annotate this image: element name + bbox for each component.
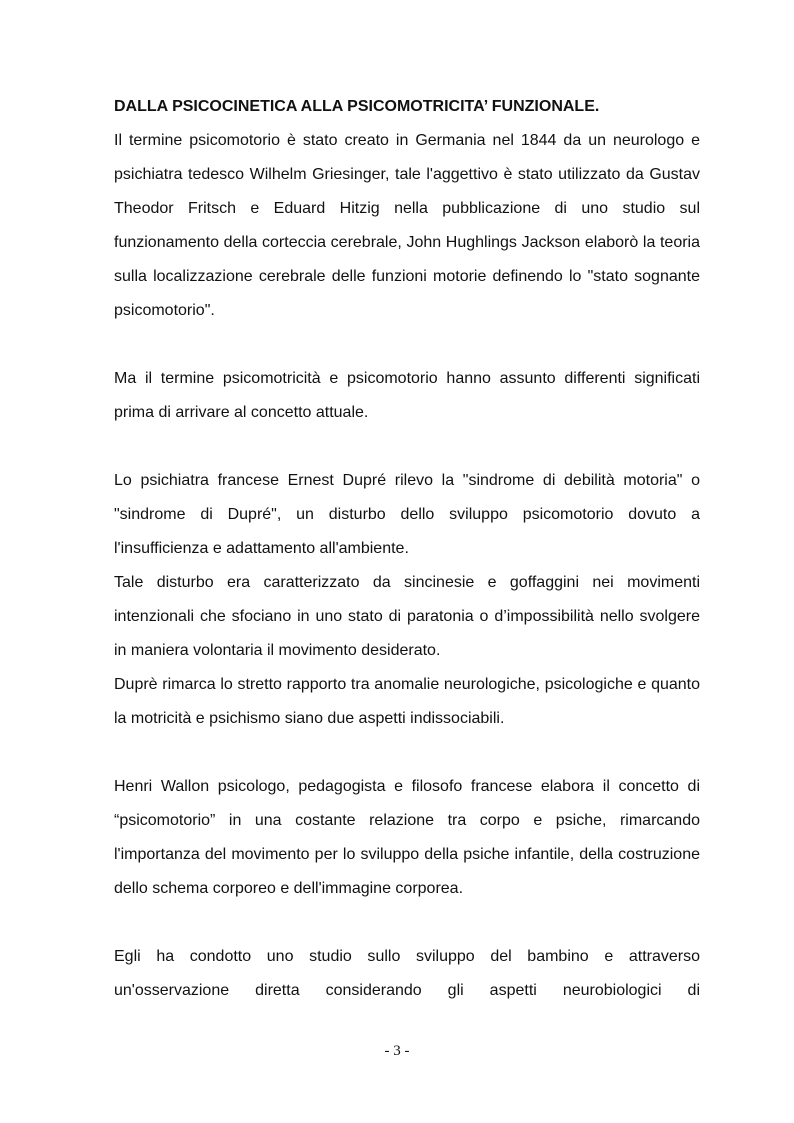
document-body bbox=[114, 96, 700, 1008]
paragraph-dupre-relationship: Duprè rimarca lo stretto rapporto tra anomalie neurologiche, psicologiche e quanto la motricità e psichismo siano due aspetti indissociabili. bbox=[114, 676, 700, 727]
paragraph-spacer bbox=[114, 430, 700, 464]
page-number: - 3 - bbox=[384, 1043, 410, 1059]
paragraph-dupre-syndrome: Lo psichiatra francese Ernest Dupré rilevo la "sindrome di debilità motoria" o "sindrome di Dupré", un disturbo dello sviluppo psicomotorio dovuto a l'insufficienza e adattamento all'ambiente. bbox=[114, 472, 700, 557]
paragraph-wallon: Henri Wallon psicologo, pedagogista e filosofo francese elabora il concetto di “psicomotorio” in una costante relazione tra corpo e psiche, rimarcando l'importanza del movimento per lo sviluppo della psiche infantile, della costruzione dello schema corporeo e dell'immagine corporea. bbox=[114, 778, 700, 897]
paragraph-study: Egli ha condotto uno studio sullo sviluppo del bambino e attraverso un'osservazione diretta considerando gli aspetti neurobiologici di bbox=[114, 948, 700, 999]
section-heading: DALLA PSICOCINETICA ALLA PSICOMOTRICITA’ FUNZIONALE. bbox=[114, 98, 600, 115]
paragraph-meanings: Ma il termine psicomotricità e psicomotorio hanno assunto differenti significati prima di arrivare al concetto attuale. bbox=[114, 370, 700, 421]
paragraph-spacer bbox=[114, 328, 700, 362]
paragraph-spacer bbox=[114, 736, 700, 770]
paragraph-origin-of-term: Il termine psicomotorio è stato creato in Germania nel 1844 da un neurologo e psichiatra tedesco Wilhelm Griesinger, tale l'aggettivo è stato utilizzato da Gustav Theodor Fritsch e Eduard Hitzig nella pubblicazione di uno studio sul funzionamento della corteccia cerebrale, John Hughlings Jackson elaborò la teoria sulla localizzazione cerebrale delle funzioni motorie definendo lo "stato sognante psicomotorio". bbox=[114, 132, 700, 319]
paragraph-disorder-description: Tale disturbo era caratterizzato da sincinesie e goffaggini nei movimenti intenzionali che sfociano in uno stato di paratonia o d’impossibilità nello svolgere in maniera volontaria il movimento desiderato. bbox=[114, 574, 700, 659]
paragraph-spacer bbox=[114, 906, 700, 940]
